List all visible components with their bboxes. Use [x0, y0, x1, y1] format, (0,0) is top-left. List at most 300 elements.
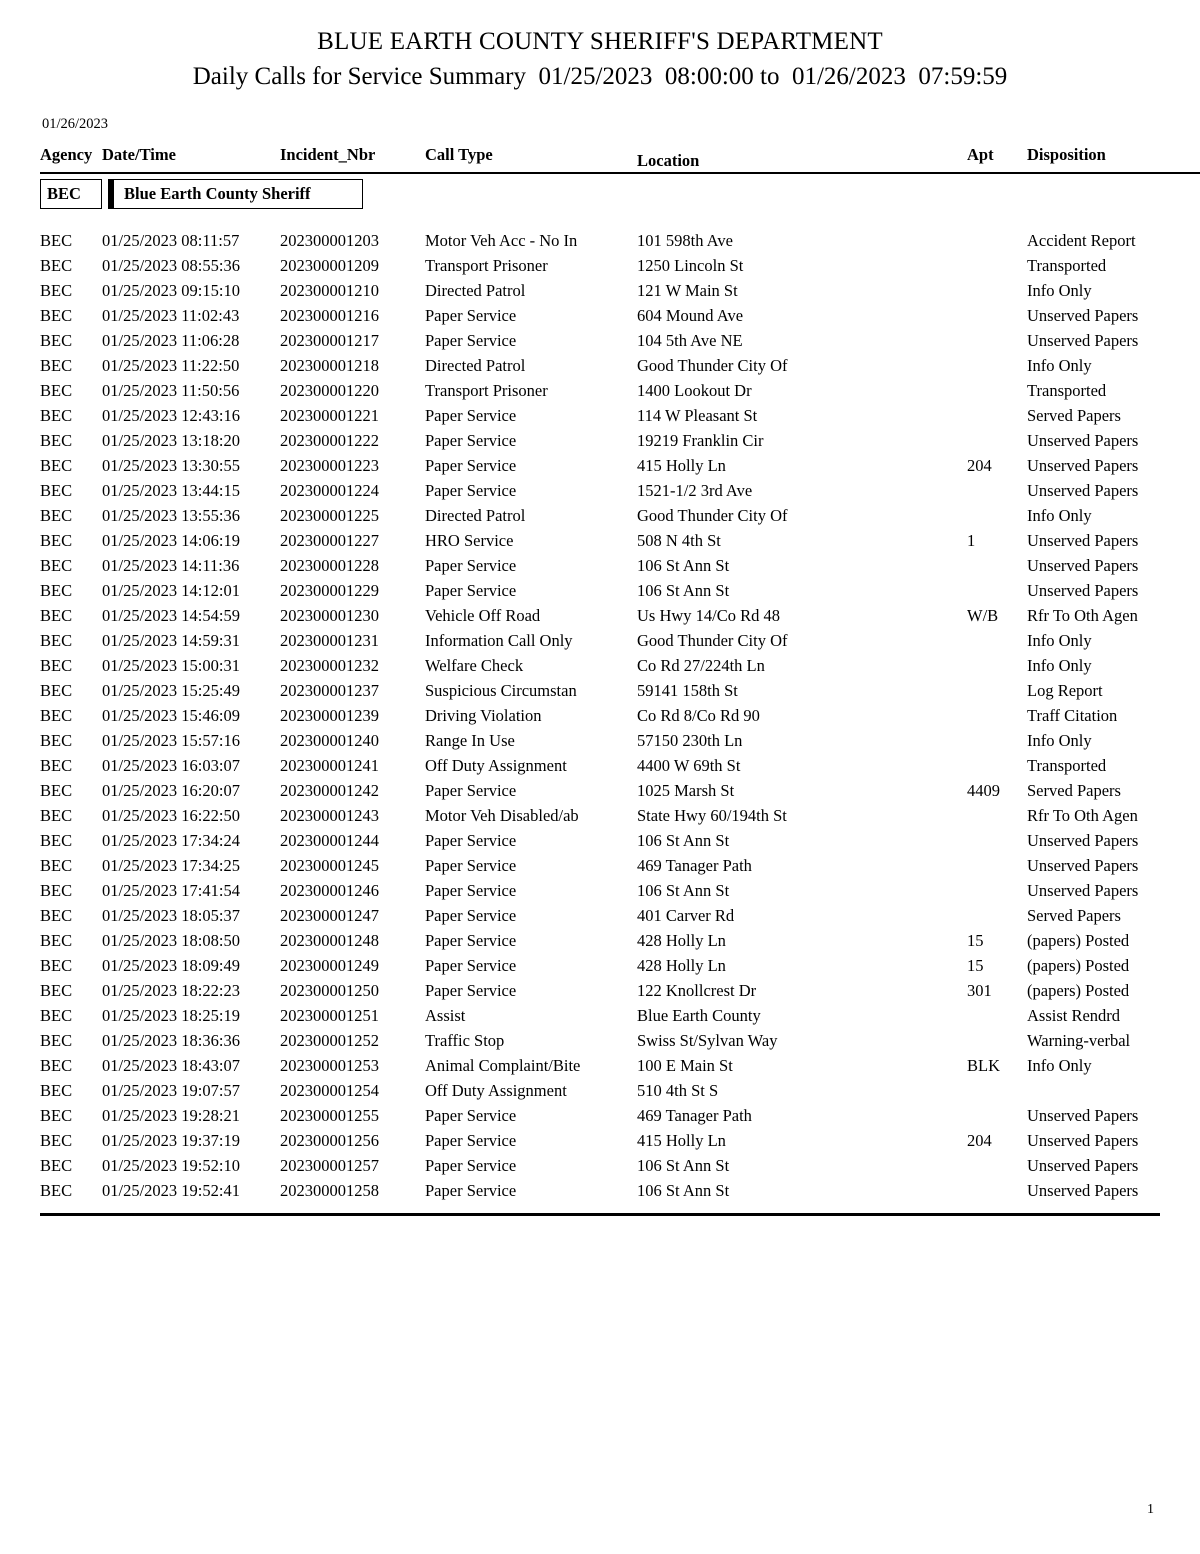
- cell-disposition: Assist Rendrd: [1027, 1005, 1121, 1025]
- cell-incident: 202300001239: [280, 705, 379, 725]
- table-row: [40, 753, 1200, 778]
- cell-apt: [967, 428, 1027, 453]
- cell-disposition: Accident Report: [1027, 230, 1136, 250]
- cell-calltype: Driving Violation: [425, 705, 542, 725]
- cell-datetime: 01/25/2023 16:20:07: [102, 780, 240, 800]
- table-row: [40, 453, 1200, 478]
- cell-incident: 202300001220: [280, 380, 379, 400]
- cell-location: 59141 158th St: [637, 680, 738, 700]
- cell-apt: [967, 828, 1027, 853]
- cell-calltype: Paper Service: [425, 1130, 517, 1150]
- cell-incident: 202300001248: [280, 930, 379, 950]
- cell-disposition: (papers) Posted: [1027, 955, 1130, 975]
- cell-agency: BEC: [40, 930, 73, 950]
- cell-calltype: Paper Service: [425, 305, 517, 325]
- cell-apt: [967, 578, 1027, 603]
- cell-location: Good Thunder City Of: [637, 505, 788, 525]
- cell-disposition: Info Only: [1027, 505, 1092, 525]
- cell-apt: [967, 553, 1027, 578]
- cell-agency: BEC: [40, 655, 73, 675]
- cell-disposition: Unserved Papers: [1027, 1105, 1139, 1125]
- table-header: [40, 145, 1200, 176]
- cell-agency: BEC: [40, 1130, 73, 1150]
- table-row: [40, 328, 1200, 353]
- table-row: [40, 1153, 1200, 1178]
- cell-agency: BEC: [40, 1155, 73, 1175]
- cell-calltype: Vehicle Off Road: [425, 605, 541, 625]
- cell-agency: BEC: [40, 605, 73, 625]
- table-row: [40, 528, 1200, 553]
- cell-location: 1025 Marsh St: [637, 780, 735, 800]
- table-row: [40, 678, 1200, 703]
- cell-calltype: Paper Service: [425, 955, 517, 975]
- cell-location: 106 St Ann St: [637, 580, 730, 600]
- cell-incident: 202300001250: [280, 980, 379, 1000]
- cell-disposition: (papers) Posted: [1027, 980, 1130, 1000]
- cell-apt: 301: [967, 980, 992, 1000]
- cell-agency: BEC: [40, 730, 73, 750]
- cell-incident: 202300001245: [280, 855, 379, 875]
- cell-calltype: Motor Veh Disabled/ab: [425, 805, 579, 825]
- column-header-incident: Incident_Nbr: [280, 145, 376, 164]
- cell-calltype: Paper Service: [425, 780, 517, 800]
- cell-calltype: Paper Service: [425, 980, 517, 1000]
- run-date: 01/26/2023: [42, 116, 109, 132]
- cell-agency: BEC: [40, 1080, 73, 1100]
- cell-calltype: Information Call Only: [425, 630, 573, 650]
- cell-datetime: 01/25/2023 17:34:25: [102, 855, 240, 875]
- cell-incident: 202300001222: [280, 430, 379, 450]
- agency-group-code: BEC: [40, 179, 102, 209]
- table-row: [40, 703, 1200, 728]
- cell-agency: BEC: [40, 980, 73, 1000]
- cell-incident: 202300001240: [280, 730, 379, 750]
- column-header-datetime: Date/Time: [102, 145, 176, 164]
- cell-location: Blue Earth County: [637, 1005, 761, 1025]
- cell-location: 106 St Ann St: [637, 555, 730, 575]
- cell-apt: W/B: [967, 605, 999, 625]
- cell-apt: 15: [967, 955, 984, 975]
- cell-incident: 202300001221: [280, 405, 379, 425]
- cell-apt: [967, 478, 1027, 503]
- cell-agency: BEC: [40, 230, 73, 250]
- cell-location: 19219 Franklin Cir: [637, 430, 764, 450]
- cell-disposition: Unserved Papers: [1027, 305, 1139, 325]
- cell-disposition: Unserved Papers: [1027, 855, 1139, 875]
- cell-disposition: Transported: [1027, 255, 1107, 275]
- cell-apt: 1: [967, 530, 976, 550]
- cell-apt: [967, 253, 1027, 278]
- cell-incident: 202300001229: [280, 580, 379, 600]
- cell-datetime: 01/25/2023 13:55:36: [102, 505, 240, 525]
- cell-disposition: Unserved Papers: [1027, 1155, 1139, 1175]
- cell-incident: 202300001223: [280, 455, 379, 475]
- cell-apt: [967, 653, 1027, 678]
- cell-location: 1400 Lookout Dr: [637, 380, 752, 400]
- cell-datetime: 01/25/2023 08:11:57: [102, 230, 240, 250]
- cell-disposition: Info Only: [1027, 280, 1092, 300]
- cell-apt: [967, 503, 1027, 528]
- cell-agency: BEC: [40, 955, 73, 975]
- cell-disposition: Unserved Papers: [1027, 1180, 1139, 1200]
- cell-incident: 202300001254: [280, 1080, 379, 1100]
- cell-disposition: Unserved Papers: [1027, 880, 1139, 900]
- cell-incident: 202300001249: [280, 955, 379, 975]
- cell-agency: BEC: [40, 405, 73, 425]
- cell-datetime: 01/25/2023 15:00:31: [102, 655, 240, 675]
- cell-location: 101 598th Ave: [637, 230, 733, 250]
- table-row: [40, 653, 1200, 678]
- cell-location: Good Thunder City Of: [637, 355, 788, 375]
- cell-agency: BEC: [40, 880, 73, 900]
- cell-datetime: 01/25/2023 15:25:49: [102, 680, 240, 700]
- cell-location: 428 Holly Ln: [637, 930, 726, 950]
- cell-apt: [967, 803, 1027, 828]
- cell-datetime: 01/25/2023 18:43:07: [102, 1055, 240, 1075]
- table-row: [40, 953, 1200, 978]
- cell-apt: [967, 678, 1027, 703]
- cell-location: State Hwy 60/194th St: [637, 805, 787, 825]
- cell-datetime: 01/25/2023 08:55:36: [102, 255, 240, 275]
- cell-apt: [967, 378, 1027, 403]
- cell-datetime: 01/25/2023 16:03:07: [102, 755, 240, 775]
- cell-location: 510 4th St S: [637, 1080, 719, 1100]
- cell-agency: BEC: [40, 430, 73, 450]
- table-row: [40, 828, 1200, 853]
- cell-agency: BEC: [40, 355, 73, 375]
- cell-incident: 202300001246: [280, 880, 379, 900]
- cell-location: Us Hwy 14/Co Rd 48: [637, 605, 781, 625]
- cell-agency: BEC: [40, 555, 73, 575]
- cell-datetime: 01/25/2023 13:44:15: [102, 480, 240, 500]
- table-row: [40, 1053, 1200, 1078]
- cell-apt: [967, 228, 1027, 253]
- cell-agency: BEC: [40, 755, 73, 775]
- cell-disposition: Rfr To Oth Agen: [1027, 605, 1138, 625]
- table-row: [40, 303, 1200, 328]
- cell-incident: 202300001253: [280, 1055, 379, 1075]
- cell-location: 106 St Ann St: [637, 880, 730, 900]
- cell-calltype: Paper Service: [425, 930, 517, 950]
- cell-calltype: HRO Service: [425, 530, 514, 550]
- cell-incident: 202300001209: [280, 255, 379, 275]
- cell-agency: BEC: [40, 905, 73, 925]
- cell-datetime: 01/25/2023 17:34:24: [102, 830, 240, 850]
- group-spacer-row: [40, 211, 1200, 228]
- cell-agency: BEC: [40, 305, 73, 325]
- cell-calltype: Paper Service: [425, 1155, 517, 1175]
- cell-disposition: Unserved Papers: [1027, 580, 1139, 600]
- cell-apt: 15: [967, 930, 984, 950]
- cell-disposition: [1027, 1078, 1200, 1103]
- cell-apt: [967, 353, 1027, 378]
- table-row: [40, 628, 1200, 653]
- cell-datetime: 01/25/2023 19:07:57: [102, 1080, 240, 1100]
- cell-incident: 202300001203: [280, 230, 379, 250]
- cell-incident: 202300001244: [280, 830, 379, 850]
- cell-location: 508 N 4th St: [637, 530, 721, 550]
- cell-calltype: Paper Service: [425, 455, 517, 475]
- cell-location: 1521-1/2 3rd Ave: [637, 480, 753, 500]
- cell-calltype: Transport Prisoner: [425, 255, 548, 275]
- table-row: [40, 903, 1200, 928]
- cell-datetime: 01/25/2023 11:06:28: [102, 330, 240, 350]
- table-row: [40, 928, 1200, 953]
- cell-calltype: Paper Service: [425, 330, 517, 350]
- cell-datetime: 01/25/2023 14:59:31: [102, 630, 240, 650]
- column-header-location: [637, 145, 967, 169]
- cell-incident: 202300001217: [280, 330, 379, 350]
- cell-incident: 202300001256: [280, 1130, 379, 1150]
- cell-disposition: Unserved Papers: [1027, 430, 1139, 450]
- cell-calltype: Paper Service: [425, 1105, 517, 1125]
- cell-location: 428 Holly Ln: [637, 955, 726, 975]
- cell-disposition: Unserved Papers: [1027, 480, 1139, 500]
- cell-incident: 202300001241: [280, 755, 379, 775]
- report-header: [40, 26, 1160, 94]
- cell-agency: BEC: [40, 630, 73, 650]
- cell-apt: [967, 1003, 1027, 1028]
- header-rule-cell: [40, 169, 1200, 176]
- cell-datetime: 01/25/2023 13:18:20: [102, 430, 240, 450]
- agency-group-wrap: [40, 179, 1200, 209]
- cell-disposition: Info Only: [1027, 730, 1092, 750]
- cell-location: 122 Knollcrest Dr: [637, 980, 757, 1000]
- cell-datetime: 01/25/2023 18:22:23: [102, 980, 240, 1000]
- cell-location: Swiss St/Sylvan Way: [637, 1030, 778, 1050]
- cell-location: 106 St Ann St: [637, 1180, 730, 1200]
- header-rule: [40, 172, 1200, 174]
- table-row: [40, 1028, 1200, 1053]
- agency-group-cell: [40, 176, 1200, 211]
- cell-datetime: 01/25/2023 14:12:01: [102, 580, 240, 600]
- table-row: [40, 428, 1200, 453]
- cell-incident: 202300001216: [280, 305, 379, 325]
- cell-datetime: 01/25/2023 15:57:16: [102, 730, 240, 750]
- cell-calltype: Animal Complaint/Bite: [425, 1055, 581, 1075]
- cell-calltype: Paper Service: [425, 405, 517, 425]
- table-row: [40, 478, 1200, 503]
- cell-location: 401 Carver Rd: [637, 905, 735, 925]
- cell-calltype: Paper Service: [425, 1180, 517, 1200]
- table-row: [40, 278, 1200, 303]
- group-spacer-cell: [40, 211, 1200, 228]
- cell-apt: [967, 853, 1027, 878]
- cell-disposition: Info Only: [1027, 1055, 1092, 1075]
- footer-rule: [40, 1213, 1160, 1216]
- cell-agency: BEC: [40, 1005, 73, 1025]
- cell-calltype: Welfare Check: [425, 655, 524, 675]
- cell-calltype: Range In Use: [425, 730, 515, 750]
- cell-disposition: Transported: [1027, 755, 1107, 775]
- cell-calltype: Paper Service: [425, 830, 517, 850]
- header-rule-row: [40, 169, 1200, 176]
- cell-disposition: Rfr To Oth Agen: [1027, 805, 1138, 825]
- cell-apt: BLK: [967, 1055, 1000, 1075]
- cell-disposition: (papers) Posted: [1027, 930, 1130, 950]
- cell-calltype: Paper Service: [425, 855, 517, 875]
- cell-incident: 202300001232: [280, 655, 379, 675]
- table-row: [40, 728, 1200, 753]
- cell-incident: 202300001251: [280, 1005, 379, 1025]
- cell-datetime: 01/25/2023 19:28:21: [102, 1105, 240, 1125]
- cell-location: 415 Holly Ln: [637, 455, 726, 475]
- table-row: [40, 228, 1200, 253]
- cell-calltype: Paper Service: [425, 555, 517, 575]
- cell-calltype: Motor Veh Acc - No In: [425, 230, 578, 250]
- cell-location: 104 5th Ave NE: [637, 330, 743, 350]
- cell-incident: 202300001218: [280, 355, 379, 375]
- cell-disposition: Unserved Papers: [1027, 830, 1139, 850]
- cell-apt: [967, 303, 1027, 328]
- table-row: [40, 1128, 1200, 1153]
- table-row: [40, 978, 1200, 1003]
- cell-apt: [967, 1028, 1027, 1053]
- column-header-agency: Agency: [40, 145, 93, 164]
- cell-disposition: Unserved Papers: [1027, 455, 1139, 475]
- cell-disposition: Served Papers: [1027, 905, 1121, 925]
- cell-incident: 202300001224: [280, 480, 379, 500]
- cell-calltype: Transport Prisoner: [425, 380, 548, 400]
- table-body: [40, 176, 1200, 1203]
- cell-disposition: Info Only: [1027, 655, 1092, 675]
- cell-incident: 202300001228: [280, 555, 379, 575]
- column-header-apt: Apt: [967, 145, 994, 164]
- cell-incident: 202300001247: [280, 905, 379, 925]
- table-row: [40, 778, 1200, 803]
- cell-location: Good Thunder City Of: [637, 630, 788, 650]
- table-row: [40, 403, 1200, 428]
- cell-apt: [967, 753, 1027, 778]
- cell-calltype: Directed Patrol: [425, 505, 526, 525]
- cell-location: 469 Tanager Path: [637, 1105, 752, 1125]
- cell-disposition: Traff Citation: [1027, 705, 1118, 725]
- cell-apt: [967, 903, 1027, 928]
- cell-agency: BEC: [40, 330, 73, 350]
- cell-incident: 202300001237: [280, 680, 379, 700]
- cell-datetime: 01/25/2023 09:15:10: [102, 280, 240, 300]
- cell-location: 57150 230th Ln: [637, 730, 743, 750]
- cell-datetime: 01/25/2023 19:52:41: [102, 1180, 240, 1200]
- cell-agency: BEC: [40, 805, 73, 825]
- cell-location: 114 W Pleasant St: [637, 405, 758, 425]
- cell-apt: [967, 278, 1027, 303]
- cell-apt: 4409: [967, 780, 1000, 800]
- cell-disposition: Warning-verbal: [1027, 1030, 1131, 1050]
- cell-calltype: Assist: [425, 1005, 466, 1025]
- table-row: [40, 378, 1200, 403]
- cell-disposition: Log Report: [1027, 680, 1103, 700]
- cell-datetime: 01/25/2023 18:09:49: [102, 955, 240, 975]
- cell-datetime: 01/25/2023 11:22:50: [102, 355, 240, 375]
- cell-disposition: Unserved Papers: [1027, 330, 1139, 350]
- cell-agency: BEC: [40, 680, 73, 700]
- cell-location: Co Rd 8/Co Rd 90: [637, 705, 760, 725]
- cell-calltype: Off Duty Assignment: [425, 1080, 567, 1100]
- calls-table: [40, 145, 1200, 1203]
- cell-agency: BEC: [40, 780, 73, 800]
- cell-disposition: Unserved Papers: [1027, 555, 1139, 575]
- page-number: 1: [1147, 1502, 1154, 1517]
- cell-apt: [967, 878, 1027, 903]
- cell-agency: BEC: [40, 855, 73, 875]
- cell-location: 1250 Lincoln St: [637, 255, 744, 275]
- cell-agency: BEC: [40, 1030, 73, 1050]
- cell-calltype: Traffic Stop: [425, 1030, 505, 1050]
- table-row: [40, 853, 1200, 878]
- cell-incident: 202300001252: [280, 1030, 379, 1050]
- cell-agency: BEC: [40, 480, 73, 500]
- table-row: [40, 878, 1200, 903]
- cell-location: 106 St Ann St: [637, 830, 730, 850]
- report-title: Daily Calls for Service Summary 01/25/2023 08:00:00 to 01/26/2023 07:59:59: [192, 63, 1008, 91]
- cell-apt: [967, 1103, 1027, 1128]
- cell-apt: [967, 628, 1027, 653]
- cell-agency: BEC: [40, 830, 73, 850]
- cell-disposition: Info Only: [1027, 355, 1092, 375]
- cell-datetime: 01/25/2023 12:43:16: [102, 405, 240, 425]
- cell-datetime: 01/25/2023 17:41:54: [102, 880, 240, 900]
- cell-agency: BEC: [40, 455, 73, 475]
- cell-datetime: 01/25/2023 16:22:50: [102, 805, 240, 825]
- table-row: [40, 1003, 1200, 1028]
- agency-title: BLUE EARTH COUNTY SHERIFF'S DEPARTMENT: [317, 28, 883, 55]
- cell-datetime: 01/25/2023 13:30:55: [102, 455, 240, 475]
- cell-datetime: 01/25/2023 18:36:36: [102, 1030, 240, 1050]
- cell-datetime: 01/25/2023 11:02:43: [102, 305, 240, 325]
- cell-location: 106 St Ann St: [637, 1155, 730, 1175]
- cell-apt: 204: [967, 455, 992, 475]
- cell-incident: 202300001231: [280, 630, 379, 650]
- cell-datetime: 01/25/2023 19:37:19: [102, 1130, 240, 1150]
- cell-calltype: Off Duty Assignment: [425, 755, 567, 775]
- cell-agency: BEC: [40, 1105, 73, 1125]
- cell-calltype: Paper Service: [425, 880, 517, 900]
- cell-location: 100 E Main St: [637, 1055, 733, 1075]
- cell-agency: BEC: [40, 580, 73, 600]
- cell-calltype: Directed Patrol: [425, 280, 526, 300]
- cell-location: 469 Tanager Path: [637, 855, 752, 875]
- cell-apt: [967, 1153, 1027, 1178]
- table-row: [40, 578, 1200, 603]
- cell-agency: BEC: [40, 530, 73, 550]
- cell-calltype: Paper Service: [425, 480, 517, 500]
- cell-agency: BEC: [40, 1180, 73, 1200]
- table-row: [40, 1178, 1200, 1203]
- column-header-location-text: Location: [637, 151, 700, 170]
- cell-calltype: Paper Service: [425, 905, 517, 925]
- cell-incident: 202300001227: [280, 530, 379, 550]
- cell-datetime: 01/25/2023 18:25:19: [102, 1005, 240, 1025]
- cell-location: 4400 W 69th St: [637, 755, 741, 775]
- table-row: [40, 553, 1200, 578]
- cell-apt: [967, 1078, 1027, 1103]
- cell-agency: BEC: [40, 280, 73, 300]
- table-row: [40, 353, 1200, 378]
- cell-datetime: 01/25/2023 14:11:36: [102, 555, 240, 575]
- cell-disposition: Transported: [1027, 380, 1107, 400]
- cell-datetime: 01/25/2023 19:52:10: [102, 1155, 240, 1175]
- cell-disposition: Unserved Papers: [1027, 530, 1139, 550]
- cell-incident: 202300001225: [280, 505, 379, 525]
- cell-datetime: 01/25/2023 15:46:09: [102, 705, 240, 725]
- column-header-disposition: Disposition: [1027, 145, 1106, 164]
- cell-incident: 202300001255: [280, 1105, 379, 1125]
- cell-location: Co Rd 27/224th Ln: [637, 655, 765, 675]
- cell-datetime: 01/25/2023 14:06:19: [102, 530, 240, 550]
- cell-agency: BEC: [40, 255, 73, 275]
- cell-calltype: Directed Patrol: [425, 355, 526, 375]
